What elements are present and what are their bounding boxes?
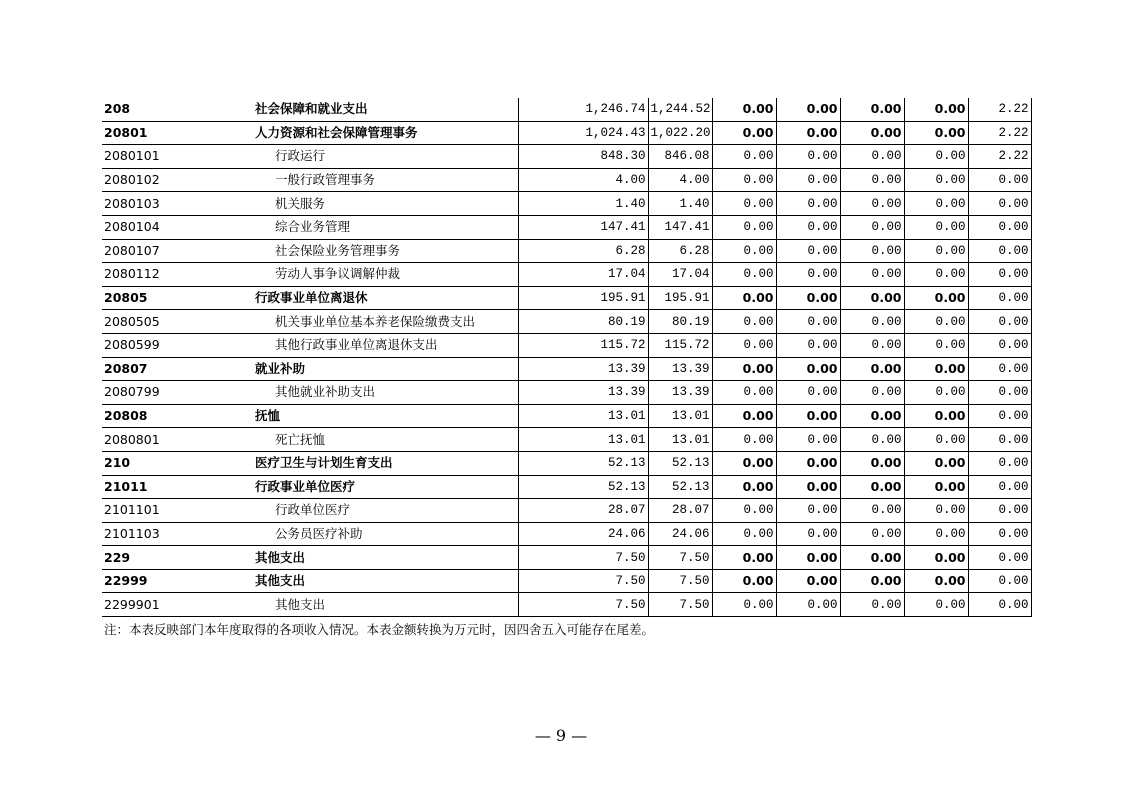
amount-cell: 0.00 [840,381,904,405]
amount-cell: 0.00 [776,357,840,381]
category-code: 2080107 [102,239,253,263]
amount-cell: 28.07 [648,499,712,523]
amount-cell: 13.01 [648,404,712,428]
amount-cell: 0.00 [840,145,904,169]
amount-cell: 0.00 [712,121,776,145]
amount-cell: 0.00 [776,286,840,310]
amount-cell: 52.13 [518,451,648,475]
table-body [102,98,1031,617]
amount-cell: 0.00 [840,286,904,310]
category-name: 抚恤 [253,404,518,428]
amount-cell: 7.50 [648,546,712,570]
amount-cell: 195.91 [648,286,712,310]
table-row [102,404,1031,428]
amount-cell: 0.00 [712,451,776,475]
amount-cell: 0.00 [840,310,904,334]
amount-cell: 0.00 [968,475,1031,499]
amount-cell: 0.00 [904,475,968,499]
amount-cell: 17.04 [518,263,648,287]
amount-cell: 0.00 [712,286,776,310]
table-row [102,168,1031,192]
amount-cell: 0.00 [968,310,1031,334]
category-name: 社会保险业务管理事务 [253,239,518,263]
table-row [102,593,1031,617]
amount-cell: 0.00 [840,333,904,357]
table-row [102,357,1031,381]
amount-cell: 0.00 [968,215,1031,239]
amount-cell: 0.00 [712,192,776,216]
amount-cell: 195.91 [518,286,648,310]
amount-cell: 80.19 [648,310,712,334]
amount-cell: 13.39 [518,357,648,381]
table-row [102,451,1031,475]
amount-cell: 4.00 [518,168,648,192]
amount-cell: 1,244.52 [648,98,712,121]
amount-cell: 24.06 [648,522,712,546]
amount-cell: 0.00 [712,404,776,428]
amount-cell: 0.00 [904,404,968,428]
amount-cell: 0.00 [904,522,968,546]
category-code: 2080799 [102,381,253,405]
amount-cell: 0.00 [840,357,904,381]
amount-cell: 0.00 [968,263,1031,287]
table-row [102,333,1031,357]
category-name: 行政事业单位离退休 [253,286,518,310]
category-name: 其他行政事业单位离退休支出 [253,333,518,357]
amount-cell: 0.00 [712,263,776,287]
amount-cell: 0.00 [904,499,968,523]
amount-cell: 0.00 [776,168,840,192]
amount-cell: 0.00 [776,333,840,357]
category-code: 2080103 [102,192,253,216]
amount-cell: 0.00 [712,357,776,381]
amount-cell: 115.72 [648,333,712,357]
amount-cell: 0.00 [712,546,776,570]
amount-cell: 0.00 [904,357,968,381]
amount-cell: 0.00 [776,121,840,145]
category-code: 20805 [102,286,253,310]
amount-cell: 0.00 [968,286,1031,310]
amount-cell: 1,022.20 [648,121,712,145]
amount-cell: 0.00 [904,215,968,239]
amount-cell: 0.00 [840,404,904,428]
category-name: 机关服务 [253,192,518,216]
amount-cell: 2.22 [968,145,1031,169]
category-name: 行政单位医疗 [253,499,518,523]
category-code: 2101103 [102,522,253,546]
category-code: 2080104 [102,215,253,239]
amount-cell: 0.00 [776,145,840,169]
amount-cell: 0.00 [840,168,904,192]
amount-cell: 6.28 [648,239,712,263]
amount-cell: 0.00 [776,263,840,287]
amount-cell: 0.00 [712,522,776,546]
amount-cell: 13.39 [648,357,712,381]
category-name: 医疗卫生与计划生育支出 [253,451,518,475]
category-name: 综合业务管理 [253,215,518,239]
amount-cell: 0.00 [776,593,840,617]
amount-cell: 0.00 [776,499,840,523]
amount-cell: 13.01 [648,428,712,452]
amount-cell: 0.00 [904,569,968,593]
amount-cell: 0.00 [776,381,840,405]
amount-cell: 0.00 [968,168,1031,192]
amount-cell: 13.39 [648,381,712,405]
amount-cell: 0.00 [904,286,968,310]
amount-cell: 147.41 [518,215,648,239]
amount-cell: 0.00 [968,546,1031,570]
amount-cell: 2.22 [968,121,1031,145]
amount-cell: 0.00 [840,451,904,475]
amount-cell: 0.00 [712,310,776,334]
amount-cell: 0.00 [712,475,776,499]
amount-cell: 17.04 [648,263,712,287]
category-code: 2080599 [102,333,253,357]
table-row [102,428,1031,452]
amount-cell: 0.00 [904,192,968,216]
table-row [102,192,1031,216]
income-table [102,98,1032,617]
category-code: 2101101 [102,499,253,523]
table-row [102,215,1031,239]
amount-cell: 846.08 [648,145,712,169]
category-code: 229 [102,546,253,570]
amount-cell: 80.19 [518,310,648,334]
category-code: 2080101 [102,145,253,169]
page-number: — 9 — [534,726,588,745]
table-row [102,569,1031,593]
amount-cell: 0.00 [840,475,904,499]
amount-cell: 0.00 [840,522,904,546]
amount-cell: 0.00 [712,98,776,121]
amount-cell: 115.72 [518,333,648,357]
amount-cell: 0.00 [968,404,1031,428]
category-code: 2080112 [102,263,253,287]
category-code: 2080505 [102,310,253,334]
amount-cell: 0.00 [776,215,840,239]
amount-cell: 13.39 [518,381,648,405]
amount-cell: 0.00 [968,593,1031,617]
amount-cell: 0.00 [968,192,1031,216]
amount-cell: 0.00 [840,546,904,570]
category-name: 社会保障和就业支出 [253,98,518,121]
amount-cell: 2.22 [968,98,1031,121]
amount-cell: 0.00 [904,428,968,452]
amount-cell: 0.00 [712,593,776,617]
amount-cell: 0.00 [840,499,904,523]
amount-cell: 848.30 [518,145,648,169]
amount-cell: 1,246.74 [518,98,648,121]
category-name: 其他支出 [253,546,518,570]
amount-cell: 0.00 [968,451,1031,475]
amount-cell: 0.00 [840,121,904,145]
amount-cell: 0.00 [712,499,776,523]
amount-cell: 0.00 [712,239,776,263]
table-note: 注：本表反映部门本年度取得的各项收入情况。本表金额转换为万元时，因四舍五入可能存在尾差。 [104,622,655,637]
table-row [102,381,1031,405]
category-name: 行政事业单位医疗 [253,475,518,499]
amount-cell: 6.28 [518,239,648,263]
category-name: 机关事业单位基本养老保险缴费支出 [253,310,518,334]
table-row [102,475,1031,499]
table-row [102,145,1031,169]
amount-cell: 147.41 [648,215,712,239]
amount-cell: 1.40 [518,192,648,216]
category-code: 210 [102,451,253,475]
amount-cell: 0.00 [776,310,840,334]
amount-cell: 0.00 [968,357,1031,381]
amount-cell: 4.00 [648,168,712,192]
amount-cell: 24.06 [518,522,648,546]
category-code: 20801 [102,121,253,145]
amount-cell: 0.00 [776,428,840,452]
amount-cell: 0.00 [904,263,968,287]
amount-cell: 0.00 [840,569,904,593]
amount-cell: 0.00 [776,192,840,216]
amount-cell: 0.00 [776,569,840,593]
amount-cell: 0.00 [904,546,968,570]
amount-cell: 0.00 [840,192,904,216]
amount-cell: 0.00 [840,98,904,121]
amount-cell: 0.00 [904,333,968,357]
category-name: 人力资源和社会保障管理事务 [253,121,518,145]
amount-cell: 0.00 [776,451,840,475]
amount-cell: 7.50 [518,546,648,570]
amount-cell: 0.00 [776,475,840,499]
amount-cell: 0.00 [712,333,776,357]
amount-cell: 0.00 [968,569,1031,593]
amount-cell: 0.00 [904,381,968,405]
amount-cell: 0.00 [840,239,904,263]
table-row [102,546,1031,570]
amount-cell: 52.13 [518,475,648,499]
table-row [102,98,1031,121]
category-name: 行政运行 [253,145,518,169]
amount-cell: 0.00 [840,263,904,287]
amount-cell: 0.00 [712,145,776,169]
amount-cell: 0.00 [904,168,968,192]
amount-cell: 7.50 [518,593,648,617]
category-code: 2080801 [102,428,253,452]
amount-cell: 0.00 [840,215,904,239]
amount-cell: 7.50 [648,593,712,617]
amount-cell: 0.00 [904,121,968,145]
category-code: 22999 [102,569,253,593]
amount-cell: 0.00 [968,333,1031,357]
amount-cell: 0.00 [968,522,1031,546]
amount-cell: 0.00 [712,428,776,452]
amount-cell: 0.00 [712,381,776,405]
table-row [102,239,1031,263]
amount-cell: 1,024.43 [518,121,648,145]
category-name: 其他支出 [253,569,518,593]
category-name: 死亡抚恤 [253,428,518,452]
table-row [102,499,1031,523]
amount-cell: 0.00 [904,310,968,334]
category-code: 20808 [102,404,253,428]
category-code: 2299901 [102,593,253,617]
amount-cell: 7.50 [518,569,648,593]
amount-cell: 0.00 [776,546,840,570]
amount-cell: 0.00 [776,404,840,428]
amount-cell: 0.00 [712,168,776,192]
category-name: 一般行政管理事务 [253,168,518,192]
amount-cell: 0.00 [776,98,840,121]
category-name: 就业补助 [253,357,518,381]
amount-cell: 0.00 [840,428,904,452]
amount-cell: 0.00 [840,593,904,617]
category-code: 20807 [102,357,253,381]
amount-cell: 0.00 [968,428,1031,452]
amount-cell: 0.00 [904,451,968,475]
table-row [102,310,1031,334]
amount-cell: 1.40 [648,192,712,216]
amount-cell: 52.13 [648,451,712,475]
table-row [102,286,1031,310]
amount-cell: 0.00 [904,593,968,617]
amount-cell: 0.00 [712,215,776,239]
amount-cell: 0.00 [904,145,968,169]
amount-cell: 0.00 [712,569,776,593]
amount-cell: 0.00 [904,239,968,263]
amount-cell: 0.00 [968,381,1031,405]
amount-cell: 13.01 [518,428,648,452]
category-code: 208 [102,98,253,121]
amount-cell: 13.01 [518,404,648,428]
category-name: 其他支出 [253,593,518,617]
table-row [102,522,1031,546]
amount-cell: 0.00 [968,239,1031,263]
table-row [102,121,1031,145]
amount-cell: 0.00 [776,522,840,546]
category-name: 公务员医疗补助 [253,522,518,546]
amount-cell: 52.13 [648,475,712,499]
table-row [102,263,1031,287]
amount-cell: 28.07 [518,499,648,523]
category-code: 21011 [102,475,253,499]
category-name: 劳动人事争议调解仲裁 [253,263,518,287]
category-name: 其他就业补助支出 [253,381,518,405]
amount-cell: 0.00 [968,499,1031,523]
amount-cell: 7.50 [648,569,712,593]
category-code: 2080102 [102,168,253,192]
amount-cell: 0.00 [904,98,968,121]
amount-cell: 0.00 [776,239,840,263]
